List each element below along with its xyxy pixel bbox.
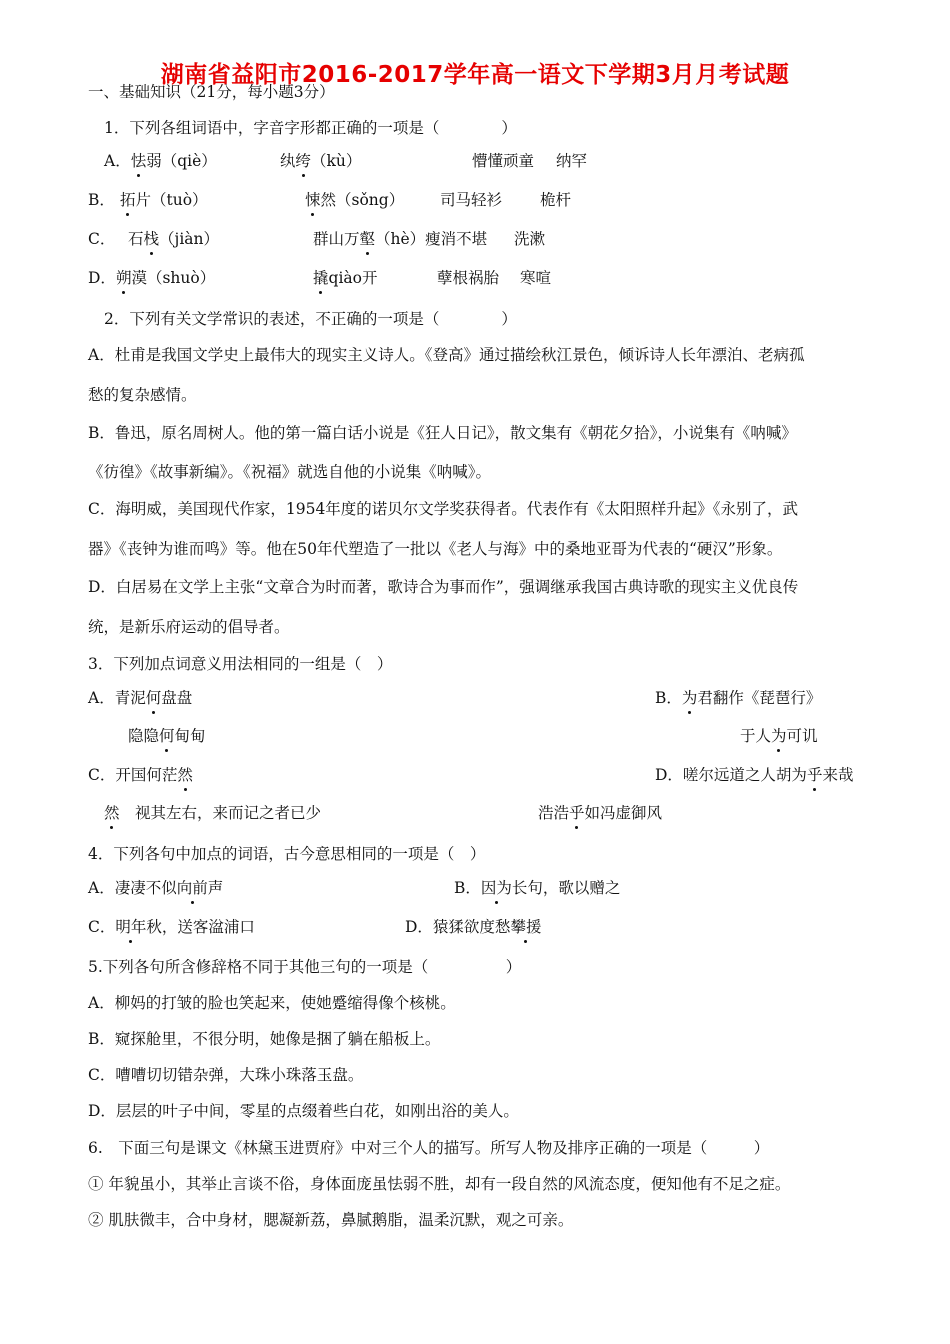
q1-option-a	[104, 151, 217, 171]
dotted-char: 向前	[176, 879, 208, 897]
option-text: 纨	[280, 152, 296, 170]
q2-option-c-line2: 器》《丧钟为谁而鸣》等。他在50年代塑造了一批以《老人与海》中的桑地亚哥为代表的“硬汉”形象。	[88, 540, 783, 558]
q4-option-b	[454, 878, 620, 898]
option-text: 君翻作《琵琶行》	[697, 689, 822, 707]
option-text: 石	[128, 230, 144, 248]
option-label: C．	[88, 918, 116, 936]
q2-option-d-line2: 统，是新乐府运动的倡导者。	[88, 618, 290, 636]
option-text: qiào开	[328, 269, 378, 287]
q2-option-c-line1: C．海明威，美国现代作家，1954年度的诺贝尔文学奖获得者。代表作有《太阳照样升起》《永别了，武	[88, 500, 799, 518]
q2-option-a-line1: A．杜甫是我国文学史上最伟大的现实主义诗人。《登高》通过描绘秋江景色，倾诉诗人长年漂泊、老病孤	[88, 346, 805, 364]
option-text: 来哉	[822, 766, 854, 784]
q4-stem: 4．下列各句中加点的词语，古今意思相同的一项是（ ）	[88, 845, 486, 863]
q4-option-a	[88, 878, 223, 898]
option-text: A．青泥	[88, 689, 146, 707]
dotted-char: 明年	[115, 918, 147, 936]
q5-option-c: C．嘈嘈切切错杂弹，大珠小珠落玉盘。	[88, 1066, 364, 1084]
q1-option-b-word1	[120, 190, 208, 210]
dotted-char: 拓	[120, 191, 136, 209]
q3-option-a-line1	[88, 688, 192, 708]
q5-option-b: B．窥探舱里，不很分明，她像是捆了躺在船板上。	[88, 1030, 441, 1048]
q1-option-a-word2	[280, 151, 361, 171]
q1-option-b-word2	[305, 190, 404, 210]
option-label: D．	[88, 269, 116, 287]
q1-option-d	[88, 268, 215, 288]
dotted-char: 乎	[806, 766, 823, 784]
q2-option-b-line1: B．鲁迅，原名周树人。他的第一篇白话小说是《狂人日记》，散文集有《朝花夕拾》，小说集有《呐喊》	[88, 424, 797, 442]
option-text: （hè）瘦消不堪	[375, 230, 488, 248]
q4-option-c	[88, 917, 255, 937]
option-text: 如冯虚御风	[584, 804, 663, 822]
option-text: 然（sǒng）	[320, 191, 405, 209]
dotted-char: 乎	[569, 804, 585, 822]
q1-option-d-word4: 寒喧	[520, 269, 552, 287]
q5-option-d: D．层层的叶子中间，零星的点缀着些白花，如刚出浴的美人。	[88, 1102, 519, 1120]
q1-option-b-word3: 司马轻衫	[440, 191, 503, 209]
dotted-char: 壑	[359, 230, 376, 248]
dotted-char: 然	[104, 804, 120, 822]
dotted-char: 怯	[130, 152, 147, 170]
option-text: 声	[207, 879, 224, 897]
option-text: D．嗟尔远道之人胡为	[655, 766, 807, 784]
option-text: （kù）	[311, 152, 362, 170]
q2-stem: 2．下列有关文学常识的表述，不正确的一项是（ ）	[104, 310, 517, 328]
q1-option-b-word4: 桅杆	[540, 191, 572, 209]
option-text: （jiàn）	[159, 230, 220, 248]
q5-stem: 5.下列各句所含修辞格不同于其他三句的一项是（ ）	[88, 958, 522, 976]
q1-option-a-word4: 纳罕	[556, 152, 588, 170]
option-text: 盘盘	[161, 689, 193, 707]
q1-option-c-word2	[313, 229, 487, 249]
option-label: B．	[655, 689, 682, 707]
dotted-char: 悚	[305, 191, 321, 209]
q3-option-b-line2	[740, 726, 818, 746]
option-label: B．	[454, 879, 481, 897]
q2-option-a-line2: 愁的复杂感情。	[88, 386, 197, 404]
q3-option-d-line1	[655, 765, 853, 785]
q3-option-b-line1	[655, 688, 821, 708]
option-text: 可讥	[786, 727, 818, 745]
q1-option-c-word4: 洗漱	[514, 230, 546, 248]
q1-option-c: C．	[88, 230, 116, 248]
q3-stem: 3．下列加点词意义用法相同的一组是（ ）	[88, 655, 393, 673]
option-text: 长句，歌以赠之	[511, 879, 621, 897]
dotted-char: 朔	[115, 269, 132, 287]
q2-option-b-line2: 《彷徨》《故事新编》。《祝福》就选自他的小说集《呐喊》。	[88, 463, 492, 481]
q2-option-d-line1: D．白居易在文学上主张“文章合为时而著，歌诗合为事而作”，强调继承我国古典诗歌的现实主义优良传	[88, 578, 799, 596]
section-heading: 一、基础知识（21分，每小题3分）	[88, 83, 335, 101]
option-text: D．猿猱欲度愁	[405, 918, 511, 936]
q3-option-c-line2	[104, 803, 321, 823]
dotted-char: 攀援	[510, 918, 542, 936]
dotted-char: 撬	[313, 269, 329, 287]
q4-option-d	[405, 917, 541, 937]
option-text: 漠（shuò）	[131, 269, 216, 287]
dotted-char: 然	[177, 766, 193, 784]
q3-option-d-line2	[538, 803, 662, 823]
option-text: 于人	[740, 727, 772, 745]
option-text: 弱（qiè）	[146, 152, 217, 170]
dotted-char: 因为	[480, 879, 512, 897]
q1-stem: 1．下列各组词语中，字音字形都正确的一项是（ ）	[104, 119, 517, 137]
q5-option-a: A．柳妈的打皱的脸也笑起来，使她蹙缩得像个核桃。	[88, 994, 456, 1012]
dotted-char: 何	[145, 689, 162, 707]
q6-sentence-1: ① 年貌虽小，其举止言谈不俗，身体面庞虽怯弱不胜，却有一段自然的风流态度，便知他有不足之症。	[88, 1175, 791, 1193]
q1-option-d-word2	[313, 268, 377, 288]
option-text: A．凄凄不似	[88, 879, 177, 897]
option-text: 隐隐	[128, 727, 160, 745]
q3-option-c-line1	[88, 765, 193, 785]
page-title: 湖南省益阳市2016-2017学年高一语文下学期3月月考试题	[160, 62, 790, 88]
q1-option-b: B．	[88, 191, 115, 209]
q6-sentence-2: ② 肌肤微丰，合中身材，腮凝新荔，鼻腻鹅脂，温柔沉默，观之可亲。	[88, 1211, 574, 1229]
option-label: A．	[104, 152, 131, 170]
option-text: 浩浩	[538, 804, 570, 822]
option-text: 甸甸	[174, 727, 206, 745]
q1-option-a-word3: 懵懂顽童	[472, 152, 535, 170]
q6-stem: 6. 下面三句是课文《林黛玉进贾府》中对三个人的描写。所写人物及排序正确的一项是（ ）	[88, 1139, 770, 1157]
q3-option-a-line2	[128, 726, 206, 746]
q1-option-d-word3: 孽根祸胎	[437, 269, 500, 287]
option-text: 秋，送客湓浦口	[146, 918, 255, 936]
dotted-char: 为	[681, 689, 698, 707]
dotted-char: 何	[159, 727, 175, 745]
option-text: 片（tuò）	[135, 191, 208, 209]
dotted-char: 绔	[295, 152, 312, 170]
option-text: 群山万	[313, 230, 360, 248]
option-text: 视其左右，来而记之者已少	[119, 804, 322, 822]
dotted-char: 栈	[143, 230, 160, 248]
option-text: C．开国何茫	[88, 766, 178, 784]
dotted-char: 为	[771, 727, 787, 745]
q1-option-c-word1	[128, 229, 219, 249]
